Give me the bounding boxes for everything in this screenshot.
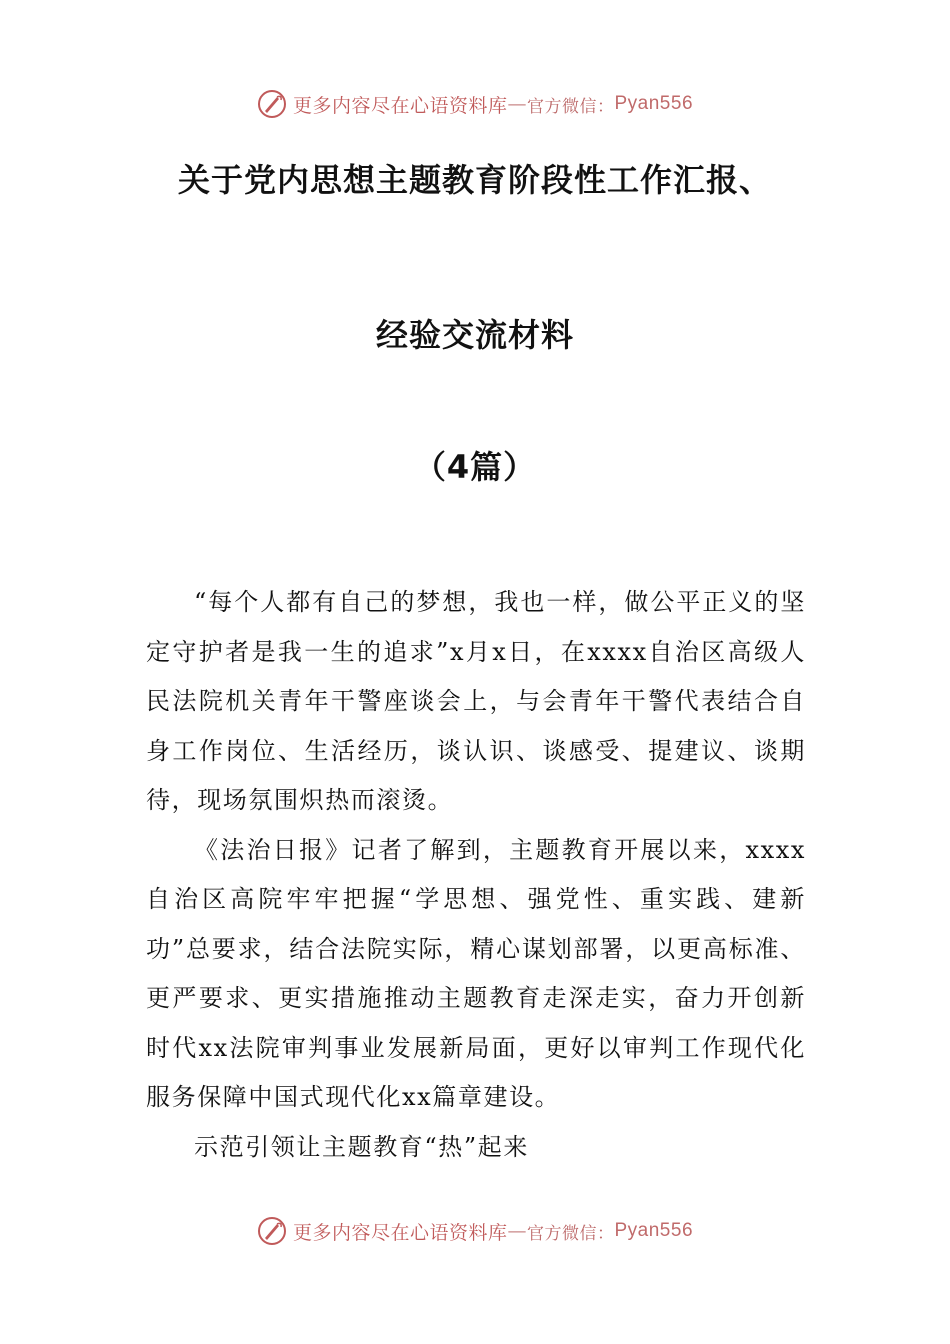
header-watermark [0,84,950,124]
quill-logo-icon [257,1216,287,1246]
watermark-separator: — [507,93,527,115]
watermark-main-text: 更多内容尽在心语资料库 [292,94,508,117]
watermark-wechat-id: Pyan556 [614,1220,694,1241]
watermark-separator: — [507,1220,527,1242]
quill-logo-icon [257,89,287,119]
body-paragraph: “每个人都有自己的梦想，我也一样，做公平正义的坚定守护者是我一生的追求”x月x日，在xxxx自治区高级人民法院机关青年干警座谈会上，与会青年干警代表结合自身工作岗位、生活经历，谈认识、谈感受、提建议、谈期待，现场氛围炽热而滚烫。 [146,588,806,814]
document-body [146,578,806,1172]
watermark-main-text: 更多内容尽在心语资料库 [292,1221,508,1244]
footer-watermark [0,1211,950,1251]
watermark-label: 官方微信： [527,1223,615,1244]
document-title-line-2: 经验交流材料 [375,316,574,354]
body-paragraph: 《法治日报》记者了解到，主题教育开展以来，xxxx自治区高院牢牢把握“学思想、强党性、重实践、建新功”总要求，结合法院实际，精心谋划部署，以更高标准、更严要求、更实措施推动主题教育走深走实，奋力开创新时代xx法院审判事业发展新局面，更好以审判工作现代化服务保障中国式现代化xx篇章建设。 [146,835,806,1111]
watermark-label: 官方微信： [527,96,615,117]
document-title-line-1: 关于党内思想主题教育阶段性工作汇报、 [177,161,772,199]
section-heading: 示范引领让主题教育“热”起来 [194,1132,529,1161]
document-title-count: （4篇） [413,448,537,486]
watermark-wechat-id: Pyan556 [614,93,694,114]
